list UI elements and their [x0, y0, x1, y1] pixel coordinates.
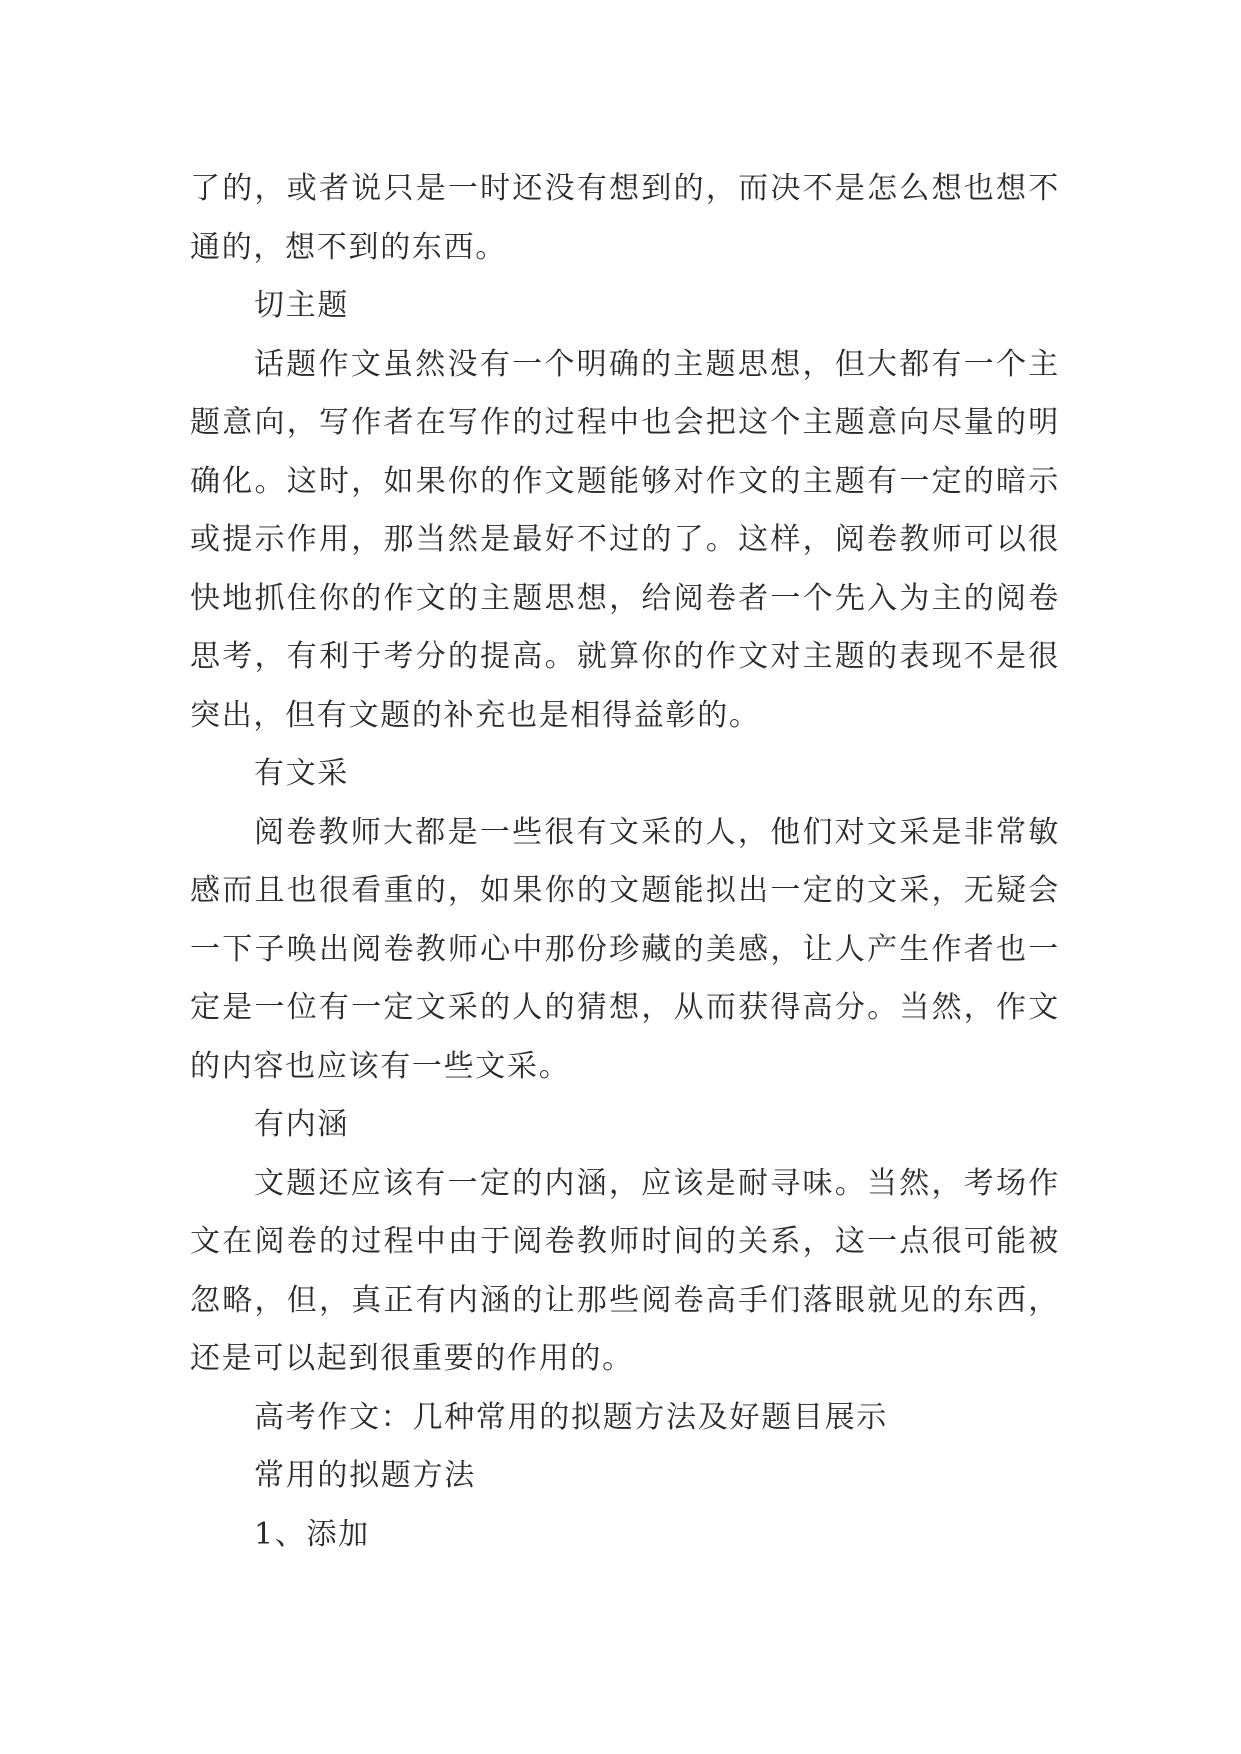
paragraph-you-neihan: 文题还应该有一定的内涵，应该是耐寻味。当然，考场作文在阅卷的过程中由于阅卷教师时间的关系，这一点很可能被忽略，但，真正有内涵的让那些阅卷高手们落眼就见的东西，还是可以起到很重要的作用的。: [190, 1165, 1060, 1376]
article-title: 高考作文：几种常用的拟题方法及好题目展示: [254, 1399, 888, 1435]
section-heading-qie-zhuti: 切主题: [254, 288, 350, 323]
section-heading-you-neihan: 有内涵: [254, 1107, 350, 1142]
section-heading-you-wencai: 有文采: [254, 756, 350, 791]
section-heading-methods: 常用的拟题方法: [254, 1458, 476, 1493]
paragraph-you-wencai: 阅卷教师大都是一些很有文采的人，他们对文采是非常敏感而且也很看重的，如果你的文题能拟出一定的文采，无疑会一下子唤出阅卷教师心中那份珍藏的美感，让人产生作者也一定是一位有一定文采的人的猜想，从而获得高分。当然，作文的内容也应该有一些文采。: [190, 814, 1060, 1084]
list-item-1: 1、添加: [254, 1516, 370, 1552]
paragraph-qie-zhuti: 话题作文虽然没有一个明确的主题思想，但大都有一个主题意向，写作者在写作的过程中也会把这个主题意向尽量的明确化。这时，如果你的作文题能够对作文的主题有一定的暗示或提示作用，那当然是最好不过的了。这样，阅卷教师可以很快地抓住你的作文的主题思想，给阅卷者一个先入为主的阅卷思考，有利于考分的提高。就算你的作文对主题的表现不是很突出，但有文题的补充也是相得益彰的。: [190, 346, 1060, 733]
document-body: [190, 160, 1060, 1564]
paragraph-continuation: 了的，或者说只是一时还没有想到的，而决不是怎么想也想不通的，想不到的东西。: [190, 171, 1060, 265]
